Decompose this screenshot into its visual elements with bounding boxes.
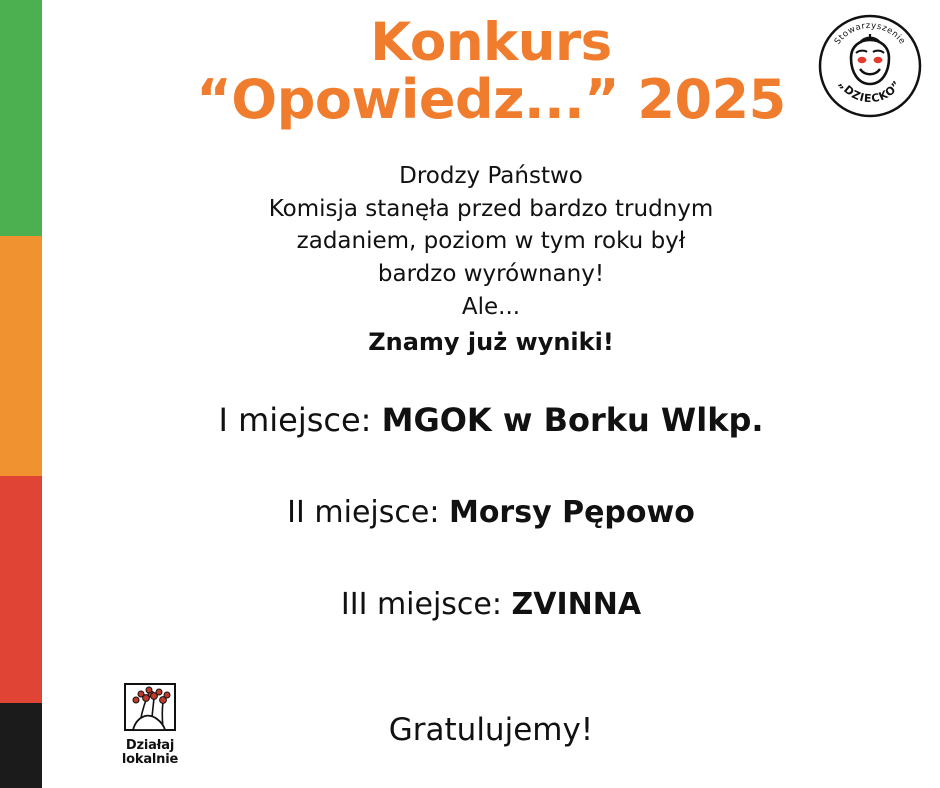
intro-line-5: Ale... <box>461 293 521 320</box>
title-line-2: “Opowiedz...” 2025 <box>196 68 786 132</box>
color-stripe <box>0 0 42 788</box>
result-row <box>42 587 940 622</box>
result-winner-2: Morsy Pępowo <box>448 495 695 530</box>
intro-line-6: Znamy już wyniki! <box>368 328 614 357</box>
title-line-1: Konkurs <box>370 12 612 73</box>
dzialaj-lokalnie-logo <box>110 678 190 774</box>
stowarzyszenie-dziecko-logo <box>818 14 922 118</box>
stripe-segment-orange <box>0 236 42 476</box>
congratulations-text: Gratulujemy! <box>388 712 594 748</box>
intro-line-4: bardzo wyrównany! <box>377 260 605 287</box>
result-place-2: II miejsce: <box>287 495 449 530</box>
result-winner-3: ZVINNA <box>511 587 642 622</box>
result-winner-1: MGOK w Borku Wlkp. <box>381 401 764 439</box>
dl-line-2: lokalnie <box>121 751 179 767</box>
result-place-1: I miejsce: <box>218 401 382 439</box>
intro-line-1: Drodzy Państwo <box>399 163 583 189</box>
intro-line-3: zadaniem, poziom w tym roku był <box>296 228 686 255</box>
page-title <box>42 14 940 130</box>
logo-arc-text: Stowarzyszenie <box>832 20 908 47</box>
stripe-segment-red <box>0 476 42 703</box>
results-list <box>42 401 940 682</box>
result-row <box>42 401 940 439</box>
dl-line-1: Działaj <box>125 738 175 753</box>
flower-hands-icon <box>119 678 181 736</box>
poster-content <box>42 0 940 788</box>
stripe-segment-green <box>0 0 42 236</box>
intro-line-2: Komisja stanęła przed bardzo trudnym <box>268 195 714 222</box>
result-row <box>42 495 940 530</box>
result-place-3: III miejsce: <box>340 587 512 622</box>
dzialaj-lokalnie-wordmark <box>110 739 190 766</box>
logo-bottom-text: „DZIECKO” <box>836 77 904 106</box>
stripe-segment-dark <box>0 703 42 788</box>
intro-text <box>191 160 791 359</box>
